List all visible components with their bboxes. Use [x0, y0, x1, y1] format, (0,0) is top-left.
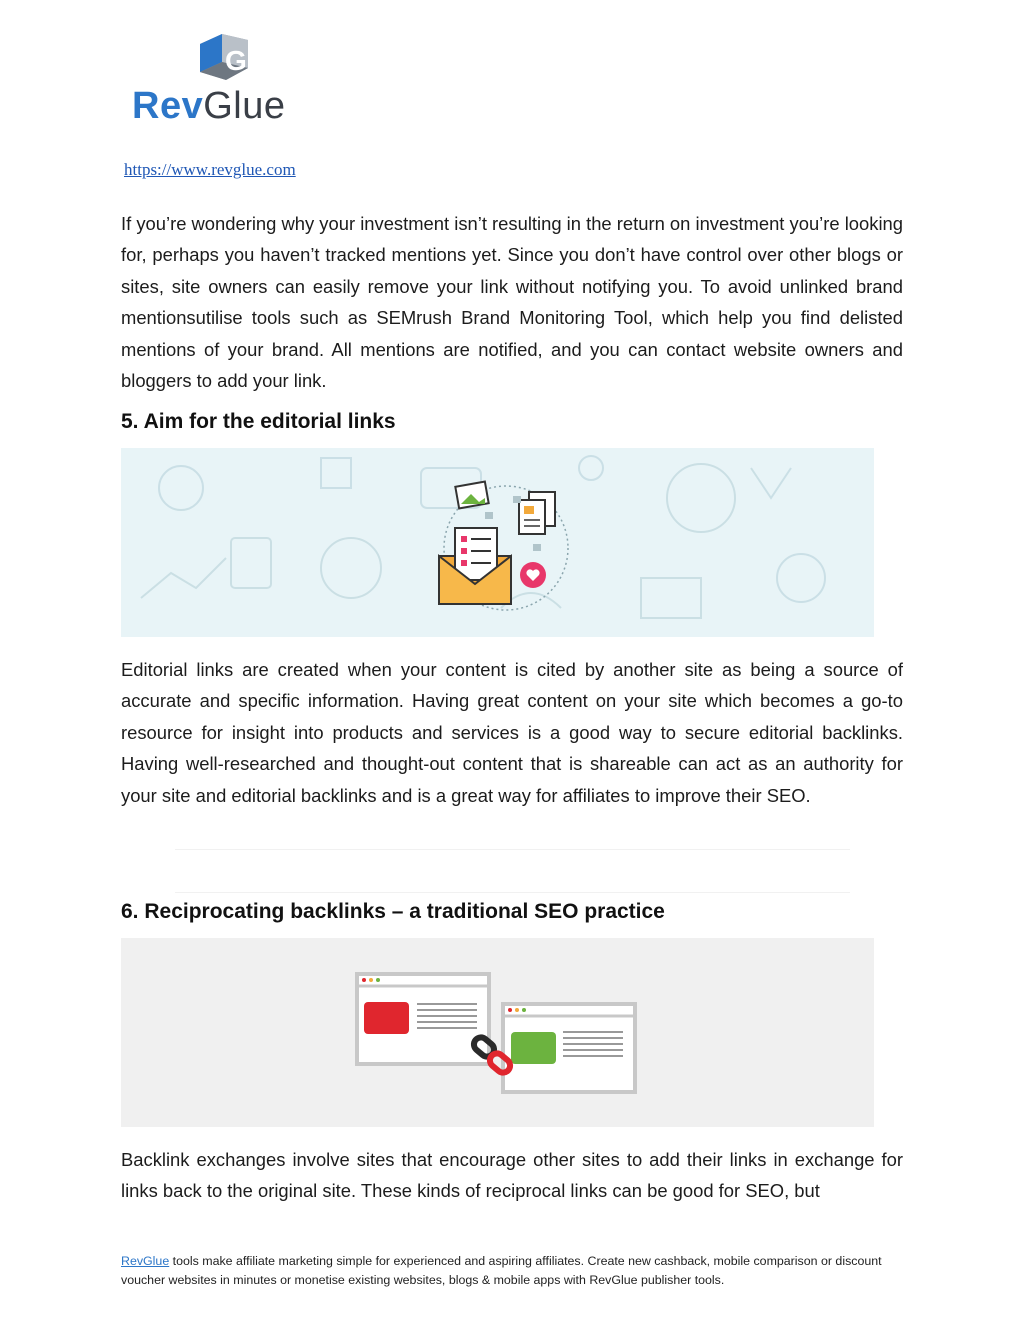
logo-word-glue: Glue — [203, 85, 286, 127]
logo-wordmark — [132, 86, 286, 126]
separator-line — [175, 892, 850, 893]
editorial-links-illustration — [121, 448, 874, 637]
paragraph-editorial-links: Editorial links are created when your content is cited by another site as being a source of accurate and specific information. Having great content on your site which becomes a go-to resource for insight into products and services is a good way to secure editorial backlinks. Having well-researched and thought-out content that is shareable can act as an authority for your site and editorial backlinks and is a great way for affiliates to improve their SEO. — [121, 659, 903, 806]
separator-line — [175, 849, 850, 850]
photo-icon — [455, 482, 488, 509]
revglue-logo — [132, 32, 322, 127]
page-footer — [121, 1252, 921, 1290]
paragraph-tracked-mentions: If you’re wondering why your investment isn’t resulting in the return on investment you’re looking for, perhaps you haven’t tracked mentions yet. Since you don’t have control over other blogs or sites, site owners can easily remove your link without notifying you. To avoid unlinked brand mentionsutilise tools such as SEMrush Brand Monitoring Tool, which help you find delisted mentions of your brand. All mentions are notified, and you can contact website owners and bloggers to add your link. — [121, 213, 903, 392]
reciprocal-backlinks-illustration — [121, 938, 874, 1127]
footer-text: tools make affiliate marketing simple for experienced and aspiring affiliates. Create new cashback, mobile comparison or discount voucher websites in minutes or monetise existing websites, blogs & mobile apps with RevGlue publisher tools. — [121, 1254, 882, 1287]
svg-text:G: G — [225, 45, 247, 76]
browser-window-icon — [357, 974, 489, 1064]
heading-editorial-links: 5. Aim for the editorial links — [121, 410, 396, 433]
document-icon — [519, 492, 555, 534]
heart-icon — [520, 562, 546, 588]
paragraph-backlink-exchanges: Backlink exchanges involve sites that encourage other sites to add their links in exchange for links back to the original site. These kinds of reciprocal links can be good for SEO, but — [121, 1149, 903, 1202]
footer-revglue-link[interactable]: RevGlue — [121, 1254, 170, 1268]
heading-reciprocating-backlinks: 6. Reciprocating backlinks – a traditional SEO practice — [121, 900, 665, 923]
browser-window-icon — [503, 1004, 635, 1092]
newsletter-envelope-icon — [439, 528, 511, 604]
site-url-link[interactable]: https://www.revglue.com — [124, 160, 296, 179]
logo-word-rev: Rev — [132, 85, 204, 127]
revglue-cube-icon — [192, 34, 258, 86]
